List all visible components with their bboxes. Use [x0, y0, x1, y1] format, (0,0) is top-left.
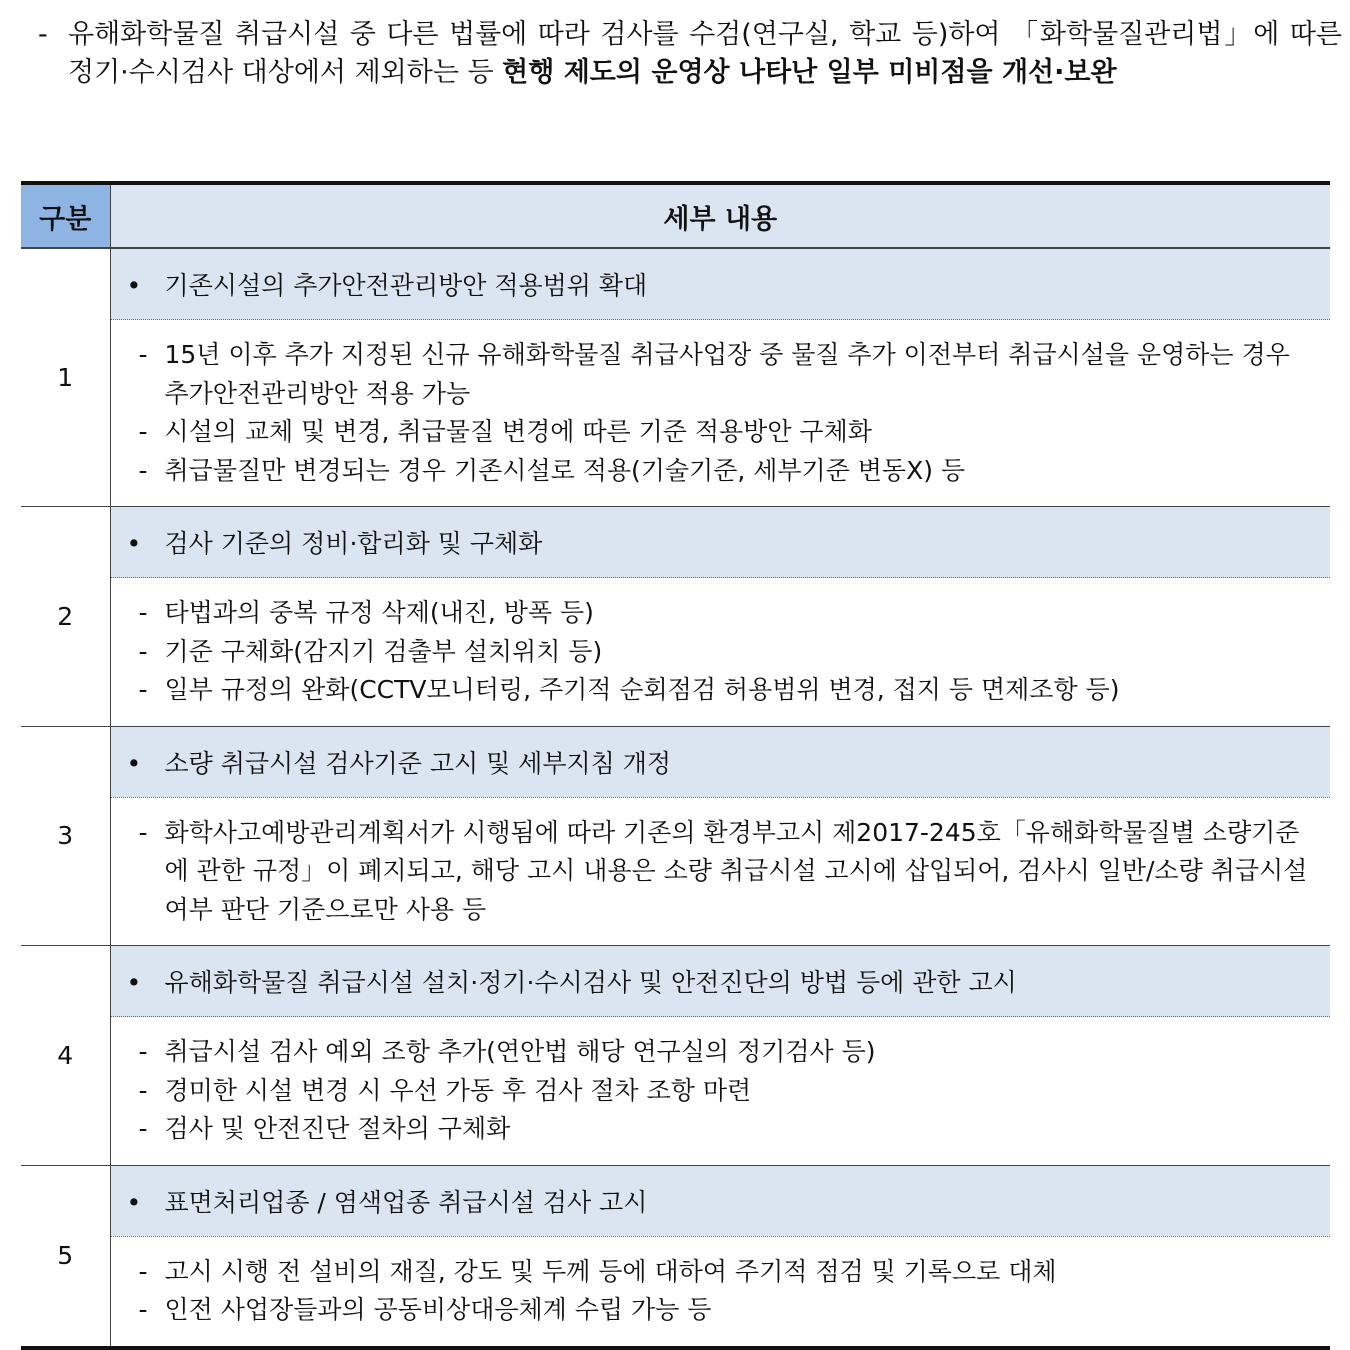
row-number: 4	[21, 946, 110, 1166]
table-row-title	[21, 1165, 1330, 1236]
table-header-row	[21, 183, 1330, 248]
bullet-icon: •	[126, 968, 142, 997]
row-number: 5	[21, 1165, 110, 1348]
row-title	[110, 507, 1330, 578]
list-item	[139, 1110, 1311, 1149]
item-dash: -	[138, 417, 148, 446]
row-title-text: 표면처리업종 / 염색업종 취급시설 검사 고시	[164, 1187, 648, 1217]
details-table	[21, 181, 1330, 1350]
list-item	[139, 336, 1311, 413]
bullet-icon: •	[126, 271, 142, 300]
item-dash: -	[138, 1075, 148, 1105]
bullet-icon: •	[126, 748, 142, 778]
item-text: 시설의 교체 및 변경, 취급물질 변경에 따른 기준 적용방안 구체화	[164, 417, 872, 446]
item-text: 15년 이후 추가 지정된 신규 유해화학물질 취급사업장 중 물질 추가 이전부터 취급시설을 운영하는 경우 추가안전관리방안 적용 가능	[164, 340, 1290, 408]
row-details	[110, 797, 1330, 946]
row-title	[110, 946, 1330, 1017]
table-row-details	[21, 578, 1330, 727]
row-title-text: 소량 취급시설 검사기준 고시 및 세부지침 개정	[164, 748, 672, 778]
list-item	[139, 1253, 1311, 1292]
row-number: 1	[21, 248, 110, 507]
intro-paragraph	[38, 16, 1342, 92]
item-text: 인전 사업장들과의 공동비상대응체계 수립 가능 등	[164, 1295, 712, 1324]
item-dash: -	[138, 636, 148, 666]
intro-dash: -	[38, 19, 48, 50]
table-row-title	[21, 946, 1330, 1017]
row-title-text: 유해화학물질 취급시설 설치·정기·수시검사 및 안전진단의 방법 등에 관한 고시	[164, 968, 1017, 997]
intro-text	[68, 16, 1342, 92]
table-row-details	[21, 320, 1330, 507]
list-item	[139, 594, 1311, 633]
item-dash: -	[138, 455, 148, 485]
item-text: 고시 시행 전 설비의 재질, 강도 및 두께 등에 대하여 주기적 점검 및 기록으로 대체	[164, 1256, 1057, 1286]
list-item	[139, 671, 1311, 710]
row-number: 3	[21, 726, 110, 946]
intro-text-normal: 유해화학물질 취급시설 중 다른 법률에 따라 검사를 수검(연구실, 학교 등)하여 「화학물질관리법」에 따른 정기·수시검사 대상에서 제외하는 등	[68, 19, 1342, 88]
row-details	[110, 578, 1330, 727]
item-text: 타법과의 중복 규정 삭제(내진, 방폭 등)	[164, 598, 594, 627]
item-dash: -	[138, 598, 148, 627]
item-text: 취급물질만 변경되는 경우 기존시설로 적용(기술기준, 세부기준 변동X) 등	[164, 455, 966, 485]
list-item	[139, 413, 1311, 452]
row-details	[110, 1017, 1330, 1166]
item-dash: -	[138, 1295, 148, 1324]
table-row-details	[21, 1017, 1330, 1166]
bullet-icon: •	[126, 529, 142, 558]
item-dash: -	[138, 817, 148, 847]
list-item	[139, 1291, 1311, 1330]
header-category: 구분	[21, 183, 110, 248]
table-body	[21, 248, 1330, 1348]
item-dash: -	[138, 1114, 148, 1143]
item-text: 화학사고예방관리계획서가 시행됨에 따라 기존의 환경부고시 제2017-245호「유해화학물질별 소량기준에 관한 규정」이 폐지되고, 해당 고시 내용은 소량 취급시설 고시에 삽입되어, 검사시 일반/소량 취급시설 여부 판단 기준으로만 사용 등	[164, 817, 1308, 924]
list-item	[139, 814, 1311, 930]
list-item	[139, 1072, 1311, 1111]
item-text: 경미한 시설 변경 시 우선 가동 후 검사 절차 조항 마련	[164, 1075, 752, 1105]
item-dash: -	[138, 1256, 148, 1286]
intro-text-bold: 현행 제도의 운영상 나타난 일부 미비점을 개선·보완	[502, 57, 1117, 88]
item-text: 취급시설 검사 예외 조항 추가(연안법 해당 연구실의 정기검사 등)	[164, 1037, 876, 1066]
row-details	[110, 320, 1330, 507]
bullet-icon: •	[126, 1187, 142, 1217]
item-dash: -	[138, 675, 148, 704]
table-row-title	[21, 507, 1330, 578]
row-title-text: 기존시설의 추가안전관리방안 적용범위 확대	[164, 271, 648, 300]
list-item	[139, 452, 1311, 491]
table-row-details	[21, 797, 1330, 946]
list-item	[139, 633, 1311, 672]
row-title-text: 검사 기준의 정비·합리화 및 구체화	[164, 529, 543, 558]
item-text: 일부 규정의 완화(CCTV모니터링, 주기적 순회점검 허용범위 변경, 접지 등 면제조항 등)	[164, 675, 1120, 704]
item-text: 기준 구체화(감지기 검출부 설치위치 등)	[164, 636, 603, 666]
list-item	[139, 1033, 1311, 1072]
row-number: 2	[21, 507, 110, 727]
item-text: 검사 및 안전진단 절차의 구체화	[164, 1114, 511, 1143]
item-dash: -	[138, 340, 148, 369]
row-title	[110, 1165, 1330, 1236]
row-title	[110, 248, 1330, 320]
row-details	[110, 1236, 1330, 1348]
table-row-title	[21, 726, 1330, 797]
header-details: 세부 내용	[110, 183, 1330, 248]
table-row-details	[21, 1236, 1330, 1348]
item-dash: -	[138, 1037, 148, 1066]
row-title	[110, 726, 1330, 797]
table-row-title	[21, 248, 1330, 320]
